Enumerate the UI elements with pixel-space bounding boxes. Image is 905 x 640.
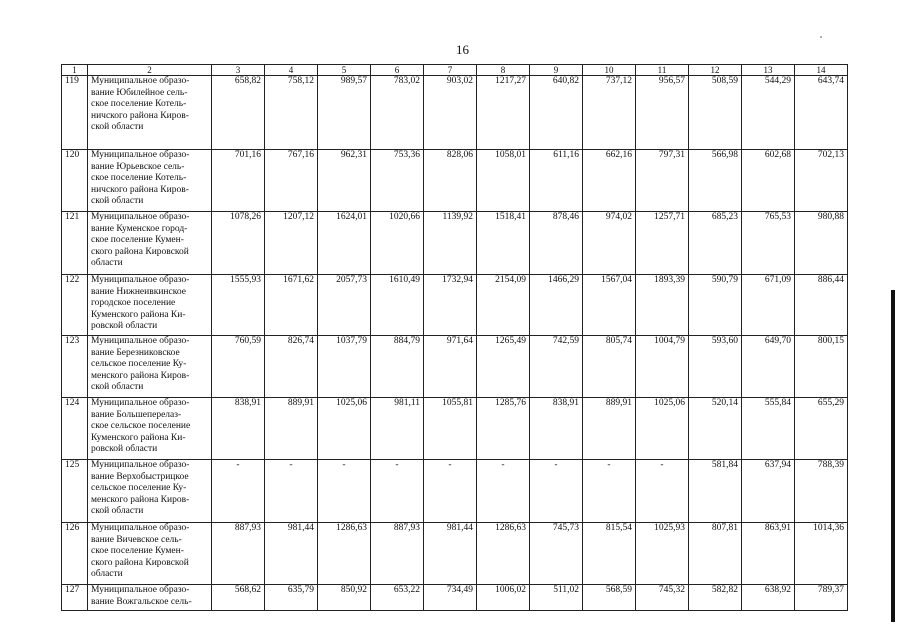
value-cell: 566,98	[689, 150, 742, 212]
municipality-name-line: вание Вичевское сель-	[91, 534, 182, 545]
municipality-name-line: Муниципальное образо-	[91, 460, 190, 470]
municipality-name-cell	[88, 585, 212, 611]
municipality-name-line: ской области	[91, 506, 144, 516]
value-cell: 1286,63	[318, 523, 371, 585]
value-cell: 701,16	[212, 150, 265, 212]
column-header: 14	[795, 65, 848, 76]
table-row	[62, 76, 848, 150]
municipality-name-line: ское поселение Котель-	[91, 173, 187, 183]
column-header: 11	[636, 65, 689, 76]
municipality-name-cell	[88, 150, 212, 212]
value-cell: 1004,79	[636, 336, 689, 398]
value-cell: 508,59	[689, 76, 742, 150]
value-cell: 1139,92	[424, 212, 477, 275]
municipality-name-line: области	[91, 258, 123, 268]
value-cell: 753,36	[371, 150, 424, 212]
value-cell: 971,64	[424, 336, 477, 398]
table-row	[62, 212, 848, 275]
value-cell: 520,14	[689, 398, 742, 460]
table-container	[61, 64, 847, 607]
data-table	[61, 64, 848, 611]
value-cell: 789,37	[795, 585, 848, 611]
value-cell: 838,91	[530, 398, 583, 460]
value-cell: 649,70	[742, 336, 795, 398]
value-cell: 611,16	[530, 150, 583, 212]
row-number: 120	[62, 150, 88, 212]
municipality-name-line: ровской области	[91, 321, 158, 331]
municipality-name-line: вание Куменское город-	[91, 223, 188, 234]
municipality-name-line: области	[91, 569, 123, 579]
value-cell: 788,39	[795, 460, 848, 523]
value-cell: 1555,93	[212, 275, 265, 336]
value-cell: 981,44	[265, 523, 318, 585]
value-cell: 887,93	[212, 523, 265, 585]
value-cell: 655,29	[795, 398, 848, 460]
value-cell: 635,79	[265, 585, 318, 611]
value-cell: 1025,93	[636, 523, 689, 585]
municipality-name-cell	[88, 460, 212, 523]
value-cell: -	[477, 460, 530, 523]
value-cell: 974,02	[583, 212, 636, 275]
table-row	[62, 460, 848, 523]
value-cell: 783,02	[371, 76, 424, 150]
value-cell: -	[583, 460, 636, 523]
municipality-name-line: Муниципальное образо-	[91, 398, 190, 408]
table-row	[62, 523, 848, 585]
value-cell: 767,16	[265, 150, 318, 212]
value-cell: 1732,94	[424, 275, 477, 336]
municipality-name-line: ское поселение Кумен-	[91, 546, 184, 556]
row-number: 122	[62, 275, 88, 336]
value-cell: 1078,26	[212, 212, 265, 275]
page-number: 16	[456, 42, 469, 57]
value-cell: 807,81	[689, 523, 742, 585]
value-cell: 1014,36	[795, 523, 848, 585]
value-cell: 797,31	[636, 150, 689, 212]
value-cell: 838,91	[212, 398, 265, 460]
value-cell: 1671,62	[265, 275, 318, 336]
municipality-name-line: городское поселение	[91, 298, 176, 308]
value-cell: 886,44	[795, 275, 848, 336]
value-cell: -	[318, 460, 371, 523]
value-cell: 1567,04	[583, 275, 636, 336]
column-header: 3	[212, 65, 265, 76]
municipality-name-line: Муниципальное образо-	[91, 585, 190, 595]
column-header: 8	[477, 65, 530, 76]
value-cell: 568,59	[583, 585, 636, 611]
value-cell: -	[530, 460, 583, 523]
value-cell: -	[212, 460, 265, 523]
value-cell: 800,15	[795, 336, 848, 398]
municipality-name-line: Куменского района Ки-	[91, 432, 186, 443]
column-header: 12	[689, 65, 742, 76]
value-cell: 989,57	[318, 76, 371, 150]
value-cell: 956,57	[636, 76, 689, 150]
municipality-name-line: Муниципальное образо-	[91, 336, 190, 346]
municipality-name-line: ровской области	[91, 444, 158, 454]
municipality-name-line: Муниципальное образо-	[91, 523, 190, 533]
value-cell: 671,09	[742, 275, 795, 336]
value-cell: 1207,12	[265, 212, 318, 275]
value-cell: 878,46	[530, 212, 583, 275]
value-cell: 962,31	[318, 150, 371, 212]
municipality-name-line: Муниципальное образо-	[91, 76, 190, 86]
value-cell: 658,82	[212, 76, 265, 150]
table-row	[62, 398, 848, 460]
column-header: 7	[424, 65, 477, 76]
value-cell: 737,12	[583, 76, 636, 150]
value-cell: 702,13	[795, 150, 848, 212]
value-cell: 593,60	[689, 336, 742, 398]
value-cell: 2154,09	[477, 275, 530, 336]
row-number: 127	[62, 585, 88, 611]
value-cell: 765,53	[742, 212, 795, 275]
municipality-name-line: ского района Кировской	[91, 557, 189, 568]
value-cell: -	[636, 460, 689, 523]
municipality-name-line: менского района Киров-	[91, 370, 190, 381]
column-header: 6	[371, 65, 424, 76]
table-row	[62, 336, 848, 398]
value-cell: 760,59	[212, 336, 265, 398]
row-number: 119	[62, 76, 88, 150]
municipality-name-line: сельское поселение Ку-	[91, 483, 187, 493]
column-header: 4	[265, 65, 318, 76]
municipality-name-cell	[88, 76, 212, 150]
value-cell: 1286,63	[477, 523, 530, 585]
table-row	[62, 275, 848, 336]
municipality-name-cell	[88, 212, 212, 275]
row-number: 125	[62, 460, 88, 523]
scan-speck	[820, 36, 822, 38]
value-cell: 826,74	[265, 336, 318, 398]
value-cell: 884,79	[371, 336, 424, 398]
column-header: 1	[62, 65, 88, 76]
value-cell: 887,93	[371, 523, 424, 585]
row-number: 124	[62, 398, 88, 460]
municipality-name-line: вание Березниковское	[91, 347, 180, 358]
municipality-name-line: ского района Кировской	[91, 246, 189, 257]
value-cell: 662,16	[583, 150, 636, 212]
municipality-name-line: ское сельское поселение	[91, 421, 191, 431]
row-number: 126	[62, 523, 88, 585]
municipality-name-line: ское поселение Кумен-	[91, 235, 184, 245]
value-cell: 863,91	[742, 523, 795, 585]
municipality-name-line: ское поселение Котель-	[91, 99, 187, 109]
value-cell: 653,22	[371, 585, 424, 611]
value-cell: 685,23	[689, 212, 742, 275]
value-cell: 815,54	[583, 523, 636, 585]
value-cell: 1893,39	[636, 275, 689, 336]
municipality-name-line: менского района Киров-	[91, 494, 190, 505]
municipality-name-line: Муниципальное образо-	[91, 150, 190, 160]
value-cell: 640,82	[530, 76, 583, 150]
value-cell: 745,73	[530, 523, 583, 585]
value-cell: 758,12	[265, 76, 318, 150]
value-cell: -	[265, 460, 318, 523]
value-cell: 1285,76	[477, 398, 530, 460]
municipality-name-line: вание Юрьевское сель-	[91, 161, 185, 172]
municipality-name-line: ской области	[91, 382, 144, 392]
value-cell: 1025,06	[318, 398, 371, 460]
value-cell: 1020,66	[371, 212, 424, 275]
value-cell: 1025,06	[636, 398, 689, 460]
value-cell: 981,11	[371, 398, 424, 460]
value-cell: 637,94	[742, 460, 795, 523]
table-row	[62, 150, 848, 212]
value-cell: 889,91	[583, 398, 636, 460]
value-cell: 582,82	[689, 585, 742, 611]
value-cell: 581,84	[689, 460, 742, 523]
value-cell: 555,84	[742, 398, 795, 460]
municipality-name-line: сельское поселение Ку-	[91, 359, 187, 369]
municipality-name-cell	[88, 398, 212, 460]
value-cell: 828,06	[424, 150, 477, 212]
municipality-name-line: вание Нижнеивкинское	[91, 286, 186, 297]
value-cell: -	[424, 460, 477, 523]
municipality-name-line: Муниципальное образо-	[91, 275, 190, 285]
value-cell: 805,74	[583, 336, 636, 398]
column-header: 10	[583, 65, 636, 76]
value-cell: 903,02	[424, 76, 477, 150]
row-number: 121	[62, 212, 88, 275]
value-cell: 602,68	[742, 150, 795, 212]
value-cell: 1058,01	[477, 150, 530, 212]
value-cell: 590,79	[689, 275, 742, 336]
municipality-name-cell	[88, 523, 212, 585]
municipality-name-cell	[88, 275, 212, 336]
row-number: 123	[62, 336, 88, 398]
value-cell: 889,91	[265, 398, 318, 460]
value-cell: 1257,71	[636, 212, 689, 275]
value-cell: 1006,02	[477, 585, 530, 611]
value-cell: 734,49	[424, 585, 477, 611]
municipality-name-line: Куменского района Ки-	[91, 309, 186, 320]
municipality-name-line: ничского района Киров-	[91, 110, 189, 121]
table-header-row	[62, 65, 848, 76]
value-cell: 981,44	[424, 523, 477, 585]
municipality-name-line: вание Юбилейное сель-	[91, 87, 188, 98]
value-cell: 745,32	[636, 585, 689, 611]
table-row	[62, 585, 848, 611]
column-header: 13	[742, 65, 795, 76]
municipality-name-line: вание Большеперелаз-	[91, 409, 182, 420]
value-cell: 1055,81	[424, 398, 477, 460]
municipality-name-line: Муниципальное образо-	[91, 212, 190, 222]
municipality-name-line: ской области	[91, 196, 144, 206]
value-cell: 980,88	[795, 212, 848, 275]
value-cell: 544,29	[742, 76, 795, 150]
municipality-name-line: ничского района Киров-	[91, 184, 189, 195]
value-cell: 1265,49	[477, 336, 530, 398]
column-header: 9	[530, 65, 583, 76]
value-cell: 643,74	[795, 76, 848, 150]
value-cell: 850,92	[318, 585, 371, 611]
value-cell: 1037,79	[318, 336, 371, 398]
column-header: 5	[318, 65, 371, 76]
column-header: 2	[88, 65, 212, 76]
value-cell: 2057,73	[318, 275, 371, 336]
value-cell: 1466,29	[530, 275, 583, 336]
value-cell: 742,59	[530, 336, 583, 398]
municipality-name-line: вание Вожгальское сель-	[91, 596, 192, 607]
municipality-name-line: ской области	[91, 122, 144, 132]
value-cell: 568,62	[212, 585, 265, 611]
municipality-name-cell	[88, 336, 212, 398]
value-cell: 638,92	[742, 585, 795, 611]
value-cell: 1610,49	[371, 275, 424, 336]
scan-edge-bar	[891, 290, 895, 622]
value-cell: 1624,01	[318, 212, 371, 275]
value-cell: 1518,41	[477, 212, 530, 275]
municipality-name-line: вание Верхобыстрицкое	[91, 471, 189, 482]
value-cell: -	[371, 460, 424, 523]
value-cell: 1217,27	[477, 76, 530, 150]
value-cell: 511,02	[530, 585, 583, 611]
